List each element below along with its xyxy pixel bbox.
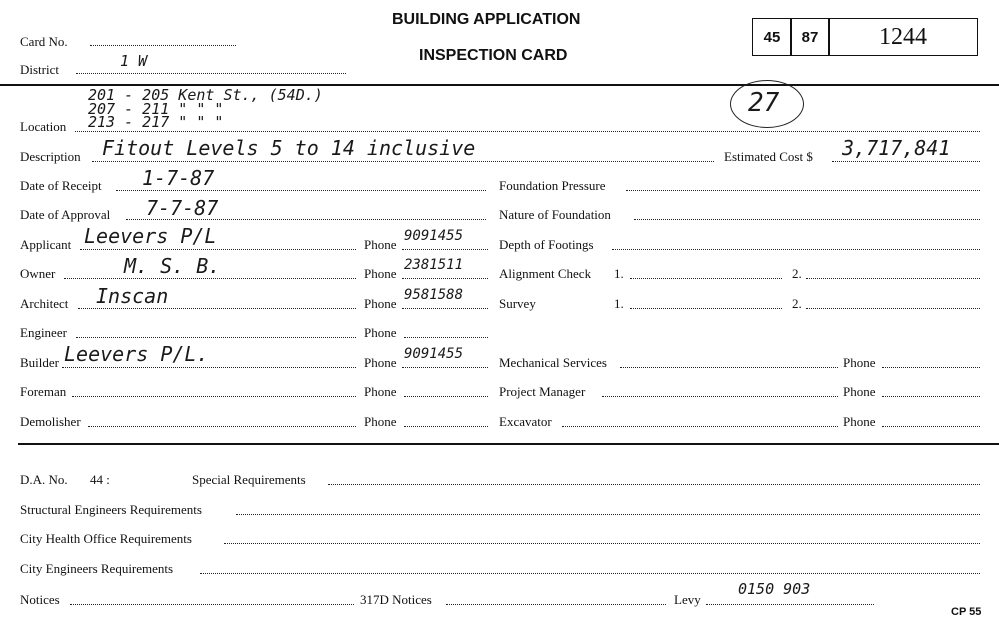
city-engineers-line xyxy=(200,573,980,574)
date-of-approval-label: Date of Approval xyxy=(20,207,111,222)
owner-line xyxy=(64,278,356,279)
builder-label: Builder xyxy=(20,355,59,370)
owner-phone-line xyxy=(402,278,488,279)
demolisher-phone-line xyxy=(404,426,488,427)
demolisher-label: Demolisher xyxy=(20,414,81,429)
project-manager-phone-label: Phone xyxy=(843,384,876,399)
structural-engineers-label: Structural Engineers Requirements xyxy=(20,502,202,517)
circled-number: 27 xyxy=(748,88,780,118)
city-health-line xyxy=(224,543,980,544)
excavator-label: Excavator xyxy=(499,414,552,429)
foundation-pressure-line xyxy=(626,190,980,191)
demolisher-line xyxy=(88,426,356,427)
owner-label: Owner xyxy=(20,266,56,281)
survey-item1: 1. xyxy=(614,296,624,311)
date-of-receipt-line xyxy=(116,190,486,191)
card-number-box: 1244 xyxy=(828,18,978,56)
notices-label: Notices xyxy=(20,592,60,607)
depth-of-footings-line xyxy=(612,249,980,250)
architect-line xyxy=(78,308,356,309)
special-requirements-line xyxy=(328,484,980,485)
architect-phone-label: Phone xyxy=(364,296,397,311)
applicant-phone-line xyxy=(402,249,488,250)
architect-value: Inscan xyxy=(96,284,169,308)
date-of-receipt-value: 1-7-87 xyxy=(142,166,215,190)
notices-317d-line xyxy=(446,604,666,605)
estimated-cost-line xyxy=(832,161,980,162)
architect-label: Architect xyxy=(20,296,69,311)
applicant-phone-label: Phone xyxy=(364,237,397,252)
foundation-pressure-label: Foundation Pressure xyxy=(499,178,606,193)
special-requirements-label: Special Requirements xyxy=(192,472,306,487)
excavator-line xyxy=(562,426,838,427)
form-code: CP 55 xyxy=(951,606,982,618)
location-line xyxy=(75,131,980,132)
district-line xyxy=(76,73,346,74)
mechanical-phone-line xyxy=(882,367,980,368)
foreman-phone-line xyxy=(404,396,488,397)
mechanical-services-line xyxy=(620,367,838,368)
alignment-check-line1 xyxy=(630,278,782,279)
alignment-check-item1: 1. xyxy=(614,266,624,281)
district-label: District xyxy=(20,62,59,77)
city-health-label: City Health Office Requirements xyxy=(20,531,192,546)
survey-line2 xyxy=(806,308,980,309)
applicant-label: Applicant xyxy=(20,237,72,252)
card-no-label: Card No. xyxy=(20,34,68,49)
estimated-cost-value: 3,717,841 xyxy=(842,136,951,160)
date-of-receipt-label: Date of Receipt xyxy=(20,178,102,193)
foreman-phone-label: Phone xyxy=(364,384,397,399)
levy-value: 0150 903 xyxy=(738,580,811,598)
levy-line xyxy=(706,604,874,605)
alignment-check-item2: 2. xyxy=(792,266,802,281)
engineer-line xyxy=(76,337,356,338)
applicant-value: Leevers P/L xyxy=(84,224,217,248)
survey-label: Survey xyxy=(499,296,536,311)
project-manager-phone-line xyxy=(882,396,980,397)
da-no-label: D.A. No. xyxy=(20,472,68,487)
excavator-phone-line xyxy=(882,426,980,427)
survey-line1 xyxy=(630,308,782,309)
box-code-2: 87 xyxy=(790,18,830,56)
engineer-phone-label: Phone xyxy=(364,325,397,340)
architect-phone-line xyxy=(402,308,488,309)
alignment-check-line2 xyxy=(806,278,980,279)
location-line2: 207 - 211 " " " xyxy=(88,100,224,118)
location-line3: 213 - 217 " " " xyxy=(88,113,224,131)
owner-phone-value: 2381511 xyxy=(404,257,464,273)
depth-of-footings-label: Depth of Footings xyxy=(499,237,594,252)
foreman-label: Foreman xyxy=(20,384,67,399)
card-no-line xyxy=(90,45,236,46)
location-label: Location xyxy=(20,119,67,134)
form-title-line1: BUILDING APPLICATION xyxy=(392,11,581,28)
structural-engineers-line xyxy=(236,514,980,515)
alignment-check-label: Alignment Check xyxy=(499,266,592,281)
city-engineers-label: City Engineers Requirements xyxy=(20,561,174,576)
mechanical-phone-label: Phone xyxy=(843,355,876,370)
architect-phone-value: 9581588 xyxy=(404,287,464,303)
owner-phone-label: Phone xyxy=(364,266,397,281)
survey-item2: 2. xyxy=(792,296,802,311)
box-code-1: 45 xyxy=(752,18,792,56)
nature-of-foundation-line xyxy=(634,219,980,220)
notices-317d-label: 317D Notices xyxy=(360,592,432,607)
applicant-phone-value: 9091455 xyxy=(404,228,464,244)
nature-of-foundation-label: Nature of Foundation xyxy=(499,207,611,222)
builder-line xyxy=(62,367,356,368)
date-of-approval-value: 7-7-87 xyxy=(146,196,219,220)
location-line1: 201 - 205 Kent St., (54D.) xyxy=(88,86,323,104)
project-manager-label: Project Manager xyxy=(499,384,586,399)
builder-phone-label: Phone xyxy=(364,355,397,370)
estimated-cost-label: Estimated Cost $ xyxy=(724,149,813,164)
engineer-label: Engineer xyxy=(20,325,67,340)
project-manager-line xyxy=(602,396,838,397)
demolisher-phone-label: Phone xyxy=(364,414,397,429)
mechanical-services-label: Mechanical Services xyxy=(499,355,607,370)
district-value: 1 W xyxy=(120,52,148,70)
builder-value: Leevers P/L. xyxy=(64,342,209,366)
owner-value: M. S. B. xyxy=(124,254,221,278)
description-value: Fitout Levels 5 to 14 inclusive xyxy=(102,136,476,160)
builder-phone-value: 9091455 xyxy=(404,346,464,362)
description-line xyxy=(92,161,714,162)
form-title-line2: INSPECTION CARD xyxy=(419,47,568,64)
foreman-line xyxy=(72,396,356,397)
levy-label: Levy xyxy=(674,592,701,607)
da-no-value: 44 : xyxy=(90,472,110,487)
engineer-phone-line xyxy=(404,337,488,338)
middle-divider xyxy=(18,443,999,445)
description-label: Description xyxy=(20,149,81,164)
applicant-line xyxy=(80,249,356,250)
excavator-phone-label: Phone xyxy=(843,414,876,429)
builder-phone-line xyxy=(402,367,488,368)
notices-line xyxy=(70,604,354,605)
